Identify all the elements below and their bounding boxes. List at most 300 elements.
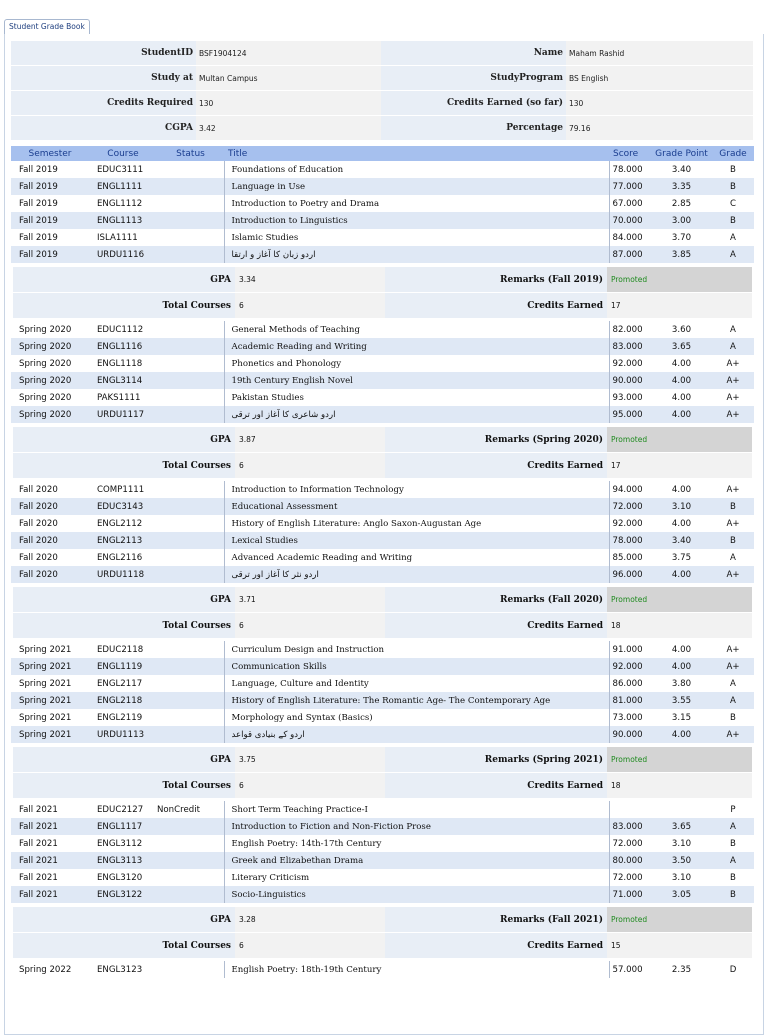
remarks-label: Remarks (Fall 2019) [385,267,607,293]
status-cell [157,709,224,726]
score-cell: 92.000 [609,515,651,532]
status-cell [157,338,224,355]
course-title-cell: Advanced Academic Reading and Writing [224,549,609,566]
credits-earned-value: 130 [566,91,753,115]
semester-cell: Spring 2021 [11,675,89,692]
table-row [11,515,754,532]
table-row [11,852,754,869]
tab-bar [4,19,764,35]
status-cell [157,641,224,658]
grade-cell: B [712,869,754,886]
gpa-value: 3.28 [235,907,385,933]
table-row [11,338,754,355]
grade-cell: A+ [712,406,754,423]
score-cell: 73.000 [609,709,651,726]
term-credits-earned-value: 15 [607,933,752,959]
semester-cell: Fall 2020 [11,566,89,583]
semester-cell: Spring 2022 [11,961,89,978]
table-row [11,818,754,835]
grade-point-cell: 4.00 [651,566,712,583]
course-title-cell: English Poetry: 18th-19th Century [224,961,609,978]
total-courses-label: Total Courses [13,453,235,479]
total-courses-label: Total Courses [13,613,235,639]
score-cell: 90.000 [609,372,651,389]
col-status: Status [157,146,224,161]
gpa-value: 3.75 [235,747,385,773]
grade-point-cell: 3.10 [651,869,712,886]
status-cell [157,675,224,692]
table-row [11,961,754,978]
table-row [11,566,754,583]
course-title-cell: Literary Criticism [224,869,609,886]
grade-point-cell: 4.00 [651,726,712,743]
course-code-cell: ENGL1116 [89,338,157,355]
grade-point-cell: 3.50 [651,852,712,869]
status-cell [157,658,224,675]
score-cell: 72.000 [609,869,651,886]
table-row [11,246,754,263]
course-title-cell: Academic Reading and Writing [224,338,609,355]
study-program-label: StudyProgram [381,66,566,90]
table-row [11,321,754,338]
grade-point-cell: 3.80 [651,675,712,692]
course-code-cell: EDUC2118 [89,641,157,658]
grade-point-cell: 3.60 [651,321,712,338]
semester-cell: Fall 2019 [11,246,89,263]
grade-cell: A+ [712,389,754,406]
term-summary-table [13,426,752,478]
status-cell [157,161,224,178]
course-title-cell: Morphology and Syntax (Basics) [224,709,609,726]
course-code-cell: ENGL3120 [89,869,157,886]
semester-cell: Fall 2020 [11,532,89,549]
remarks-label: Remarks (Fall 2021) [385,907,607,933]
semester-cell: Spring 2020 [11,372,89,389]
course-title-cell: اردو زبان کا آغاز و ارتقا [224,246,609,263]
course-code-cell: ENGL2112 [89,515,157,532]
grade-cell: A+ [712,372,754,389]
course-title-cell: Curriculum Design and Instruction [224,641,609,658]
term-summary [11,743,754,801]
table-row [11,869,754,886]
student-id-value: BSF1904124 [196,41,381,65]
course-code-cell: COMP1111 [89,481,157,498]
grade-point-cell: 3.40 [651,532,712,549]
table-row [11,498,754,515]
col-title: Title [224,146,609,161]
course-code-cell: ENGL3123 [89,961,157,978]
gpa-label: GPA [13,267,235,293]
grade-point-cell: 4.00 [651,355,712,372]
grade-cell: D [712,961,754,978]
course-title-cell: Introduction to Information Technology [224,481,609,498]
course-code-cell: ENGL3122 [89,886,157,903]
table-row [11,692,754,709]
course-code-cell: ENGL2113 [89,532,157,549]
total-courses-value: 6 [235,293,385,319]
course-title-cell: Language in Use [224,178,609,195]
grade-point-cell: 4.00 [651,658,712,675]
grade-cell: A [712,549,754,566]
table-row [11,372,754,389]
status-cell [157,178,224,195]
course-title-cell: Communication Skills [224,658,609,675]
col-grade-point: Grade Point [651,146,712,161]
table-row [11,195,754,212]
course-code-cell: ENGL3113 [89,852,157,869]
score-cell: 72.000 [609,498,651,515]
status-cell [157,389,224,406]
cgpa-label: CGPA [11,116,196,140]
grade-point-cell: 4.00 [651,406,712,423]
table-row [11,709,754,726]
semester-cell: Fall 2021 [11,869,89,886]
semester-cell: Spring 2021 [11,641,89,658]
remarks-value: Promoted [607,267,752,293]
term-summary-row [11,263,754,321]
status-cell [157,566,224,583]
semester-cell: Fall 2019 [11,195,89,212]
grade-point-cell: 3.85 [651,246,712,263]
course-title-cell: Lexical Studies [224,532,609,549]
grade-cell: B [712,532,754,549]
score-cell: 91.000 [609,641,651,658]
grade-point-cell: 4.00 [651,481,712,498]
percentage-value: 79.16 [566,116,753,140]
score-cell [609,801,651,818]
term-summary-row [11,743,754,801]
course-code-cell: ENGL2118 [89,692,157,709]
student-id-label: StudentID [11,41,196,65]
grade-cell: A+ [712,515,754,532]
semester-cell: Fall 2020 [11,549,89,566]
table-row [11,658,754,675]
term-summary-row [11,583,754,641]
table-row [11,212,754,229]
course-code-cell: ENGL1117 [89,818,157,835]
status-cell [157,818,224,835]
total-courses-label: Total Courses [13,293,235,319]
remarks-label: Remarks (Spring 2021) [385,747,607,773]
grade-point-cell: 3.10 [651,835,712,852]
study-at-label: Study at [11,66,196,90]
semester-cell: Fall 2020 [11,498,89,515]
total-courses-value: 6 [235,453,385,479]
gpa-value: 3.87 [235,427,385,453]
semester-cell: Spring 2020 [11,355,89,372]
grade-cell: B [712,498,754,515]
total-courses-label: Total Courses [13,933,235,959]
grade-cell: C [712,195,754,212]
semester-cell: Fall 2021 [11,818,89,835]
gpa-label: GPA [13,587,235,613]
grade-cell: B [712,709,754,726]
course-code-cell: EDUC2127 [89,801,157,818]
col-semester: Semester [11,146,89,161]
course-title-cell: Pakistan Studies [224,389,609,406]
semester-cell: Fall 2020 [11,515,89,532]
course-code-cell: EDUC1112 [89,321,157,338]
score-cell: 93.000 [609,389,651,406]
status-cell [157,481,224,498]
status-cell: NonCredit [157,801,224,818]
grade-cell: B [712,835,754,852]
semester-cell: Spring 2020 [11,321,89,338]
status-cell [157,726,224,743]
grade-point-cell: 3.40 [651,161,712,178]
status-cell [157,212,224,229]
status-cell [157,852,224,869]
grade-point-cell: 4.00 [651,372,712,389]
term-credits-earned-value: 18 [607,773,752,799]
grade-cell: P [712,801,754,818]
status-cell [157,321,224,338]
score-cell: 78.000 [609,532,651,549]
course-code-cell: ENGL3114 [89,372,157,389]
table-row [11,481,754,498]
course-title-cell: Islamic Studies [224,229,609,246]
term-credits-earned-value: 17 [607,453,752,479]
credits-required-label: Credits Required [11,91,196,115]
grade-cell: A+ [712,658,754,675]
grade-point-cell: 2.85 [651,195,712,212]
term-summary-table [13,586,752,638]
student-info-table [11,40,753,141]
grade-cell: B [712,161,754,178]
grade-point-cell: 3.70 [651,229,712,246]
term-summary-row [11,903,754,961]
semester-cell: Fall 2021 [11,801,89,818]
course-title-cell: Short Term Teaching Practice-I [224,801,609,818]
term-summary-table [13,906,752,958]
grade-point-cell: 3.75 [651,549,712,566]
semester-cell: Fall 2019 [11,161,89,178]
term-credits-earned-label: Credits Earned [385,933,607,959]
table-row [11,389,754,406]
grade-cell: A [712,338,754,355]
semester-cell: Fall 2019 [11,212,89,229]
semester-cell: Spring 2020 [11,338,89,355]
semester-cell: Spring 2020 [11,406,89,423]
course-code-cell: ENGL2117 [89,675,157,692]
term-summary-row [11,423,754,481]
course-title-cell: اردو شاعری کا آغاز اور ترقی [224,406,609,423]
score-cell: 87.000 [609,246,651,263]
score-cell: 80.000 [609,852,651,869]
score-cell: 78.000 [609,161,651,178]
grade-cell: A [712,229,754,246]
gpa-value: 3.34 [235,267,385,293]
grade-cell: B [712,178,754,195]
grade-point-cell: 3.00 [651,212,712,229]
course-title-cell: Educational Assessment [224,498,609,515]
semester-cell: Spring 2021 [11,726,89,743]
grade-cell: A+ [712,641,754,658]
course-code-cell: ENGL1113 [89,212,157,229]
score-cell: 70.000 [609,212,651,229]
remarks-value: Promoted [607,747,752,773]
course-title-cell: 19th Century English Novel [224,372,609,389]
grade-point-cell: 3.10 [651,498,712,515]
course-title-cell: Language, Culture and Identity [224,675,609,692]
grade-point-cell: 3.65 [651,818,712,835]
semester-cell: Fall 2021 [11,886,89,903]
status-cell [157,246,224,263]
grade-point-cell: 4.00 [651,515,712,532]
status-cell [157,961,224,978]
grade-cell: A+ [712,355,754,372]
score-cell: 72.000 [609,835,651,852]
grade-point-cell: 3.65 [651,338,712,355]
status-cell [157,372,224,389]
status-cell [157,498,224,515]
grades-header-row [11,146,754,161]
grade-point-cell: 4.00 [651,641,712,658]
remarks-value: Promoted [607,427,752,453]
course-code-cell: ENGL3112 [89,835,157,852]
course-code-cell: ENGL1118 [89,355,157,372]
status-cell [157,835,224,852]
course-title-cell: Introduction to Linguistics [224,212,609,229]
term-summary [11,263,754,321]
term-summary-table [13,266,752,318]
term-summary-table [13,746,752,798]
course-code-cell: ENGL1112 [89,195,157,212]
table-row [11,801,754,818]
term-credits-earned-label: Credits Earned [385,293,607,319]
grade-point-cell [651,801,712,818]
score-cell: 82.000 [609,321,651,338]
table-row [11,549,754,566]
score-cell: 83.000 [609,338,651,355]
total-courses-value: 6 [235,773,385,799]
status-cell [157,869,224,886]
grade-cell: A [712,818,754,835]
term-summary [11,423,754,481]
score-cell: 94.000 [609,481,651,498]
course-code-cell: ENGL1111 [89,178,157,195]
status-cell [157,355,224,372]
course-code-cell: URDU1116 [89,246,157,263]
table-row [11,641,754,658]
grade-cell: A [712,321,754,338]
grade-cell: B [712,212,754,229]
score-cell: 86.000 [609,675,651,692]
score-cell: 57.000 [609,961,651,978]
semester-cell: Spring 2020 [11,389,89,406]
table-row [11,532,754,549]
grade-cell: A [712,852,754,869]
term-credits-earned-value: 17 [607,293,752,319]
table-row [11,835,754,852]
grade-cell: A+ [712,566,754,583]
semester-cell: Spring 2021 [11,658,89,675]
col-score: Score [609,146,651,161]
course-code-cell: URDU1118 [89,566,157,583]
credits-required-value: 130 [196,91,381,115]
status-cell [157,515,224,532]
grade-point-cell: 2.35 [651,961,712,978]
table-row [11,406,754,423]
remarks-label: Remarks (Fall 2020) [385,587,607,613]
table-row [11,726,754,743]
gpa-label: GPA [13,747,235,773]
grade-cell: A [712,692,754,709]
tab-student-grade-book[interactable]: Student Grade Book [4,19,90,34]
course-title-cell: Socio-Linguistics [224,886,609,903]
course-title-cell: History of English Literature: Anglo Saxon-Augustan Age [224,515,609,532]
score-cell: 92.000 [609,658,651,675]
remarks-label: Remarks (Spring 2020) [385,427,607,453]
table-row [11,178,754,195]
score-cell: 85.000 [609,549,651,566]
col-course: Course [89,146,157,161]
score-cell: 67.000 [609,195,651,212]
table-row [11,161,754,178]
total-courses-label: Total Courses [13,773,235,799]
total-courses-value: 6 [235,933,385,959]
grade-point-cell: 3.35 [651,178,712,195]
gpa-label: GPA [13,427,235,453]
semester-cell: Spring 2021 [11,709,89,726]
remarks-value: Promoted [607,907,752,933]
name-label: Name [381,41,566,65]
score-cell: 95.000 [609,406,651,423]
score-cell: 77.000 [609,178,651,195]
course-title-cell: Phonetics and Phonology [224,355,609,372]
course-code-cell: URDU1113 [89,726,157,743]
course-code-cell: URDU1117 [89,406,157,423]
col-grade: Grade [712,146,754,161]
course-code-cell: ISLA1111 [89,229,157,246]
grade-cell: A+ [712,481,754,498]
grades-table [11,146,754,978]
table-row [11,355,754,372]
semester-cell: Fall 2021 [11,852,89,869]
total-courses-value: 6 [235,613,385,639]
course-title-cell: History of English Literature: The Romantic Age- The Contemporary Age [224,692,609,709]
score-cell: 84.000 [609,229,651,246]
term-credits-earned-label: Credits Earned [385,773,607,799]
term-credits-earned-value: 18 [607,613,752,639]
gpa-value: 3.71 [235,587,385,613]
table-row [11,886,754,903]
table-row [11,229,754,246]
grade-cell: B [712,886,754,903]
grade-cell: A [712,675,754,692]
course-code-cell: PAKS1111 [89,389,157,406]
course-title-cell: Introduction to Fiction and Non-Fiction Prose [224,818,609,835]
grade-point-cell: 3.15 [651,709,712,726]
table-row [11,675,754,692]
semester-cell: Fall 2019 [11,178,89,195]
status-cell [157,692,224,709]
cgpa-value: 3.42 [196,116,381,140]
study-program-value: BS English [566,66,753,90]
gpa-label: GPA [13,907,235,933]
grades-body [11,161,754,978]
course-title-cell: اردو نثر کا آغاز اور ترقی [224,566,609,583]
score-cell: 96.000 [609,566,651,583]
course-code-cell: ENGL2116 [89,549,157,566]
term-summary [11,583,754,641]
course-title-cell: English Poetry: 14th-17th Century [224,835,609,852]
course-title-cell: Foundations of Education [224,161,609,178]
course-code-cell: ENGL1119 [89,658,157,675]
score-cell: 81.000 [609,692,651,709]
course-code-cell: EDUC3111 [89,161,157,178]
semester-cell: Fall 2019 [11,229,89,246]
